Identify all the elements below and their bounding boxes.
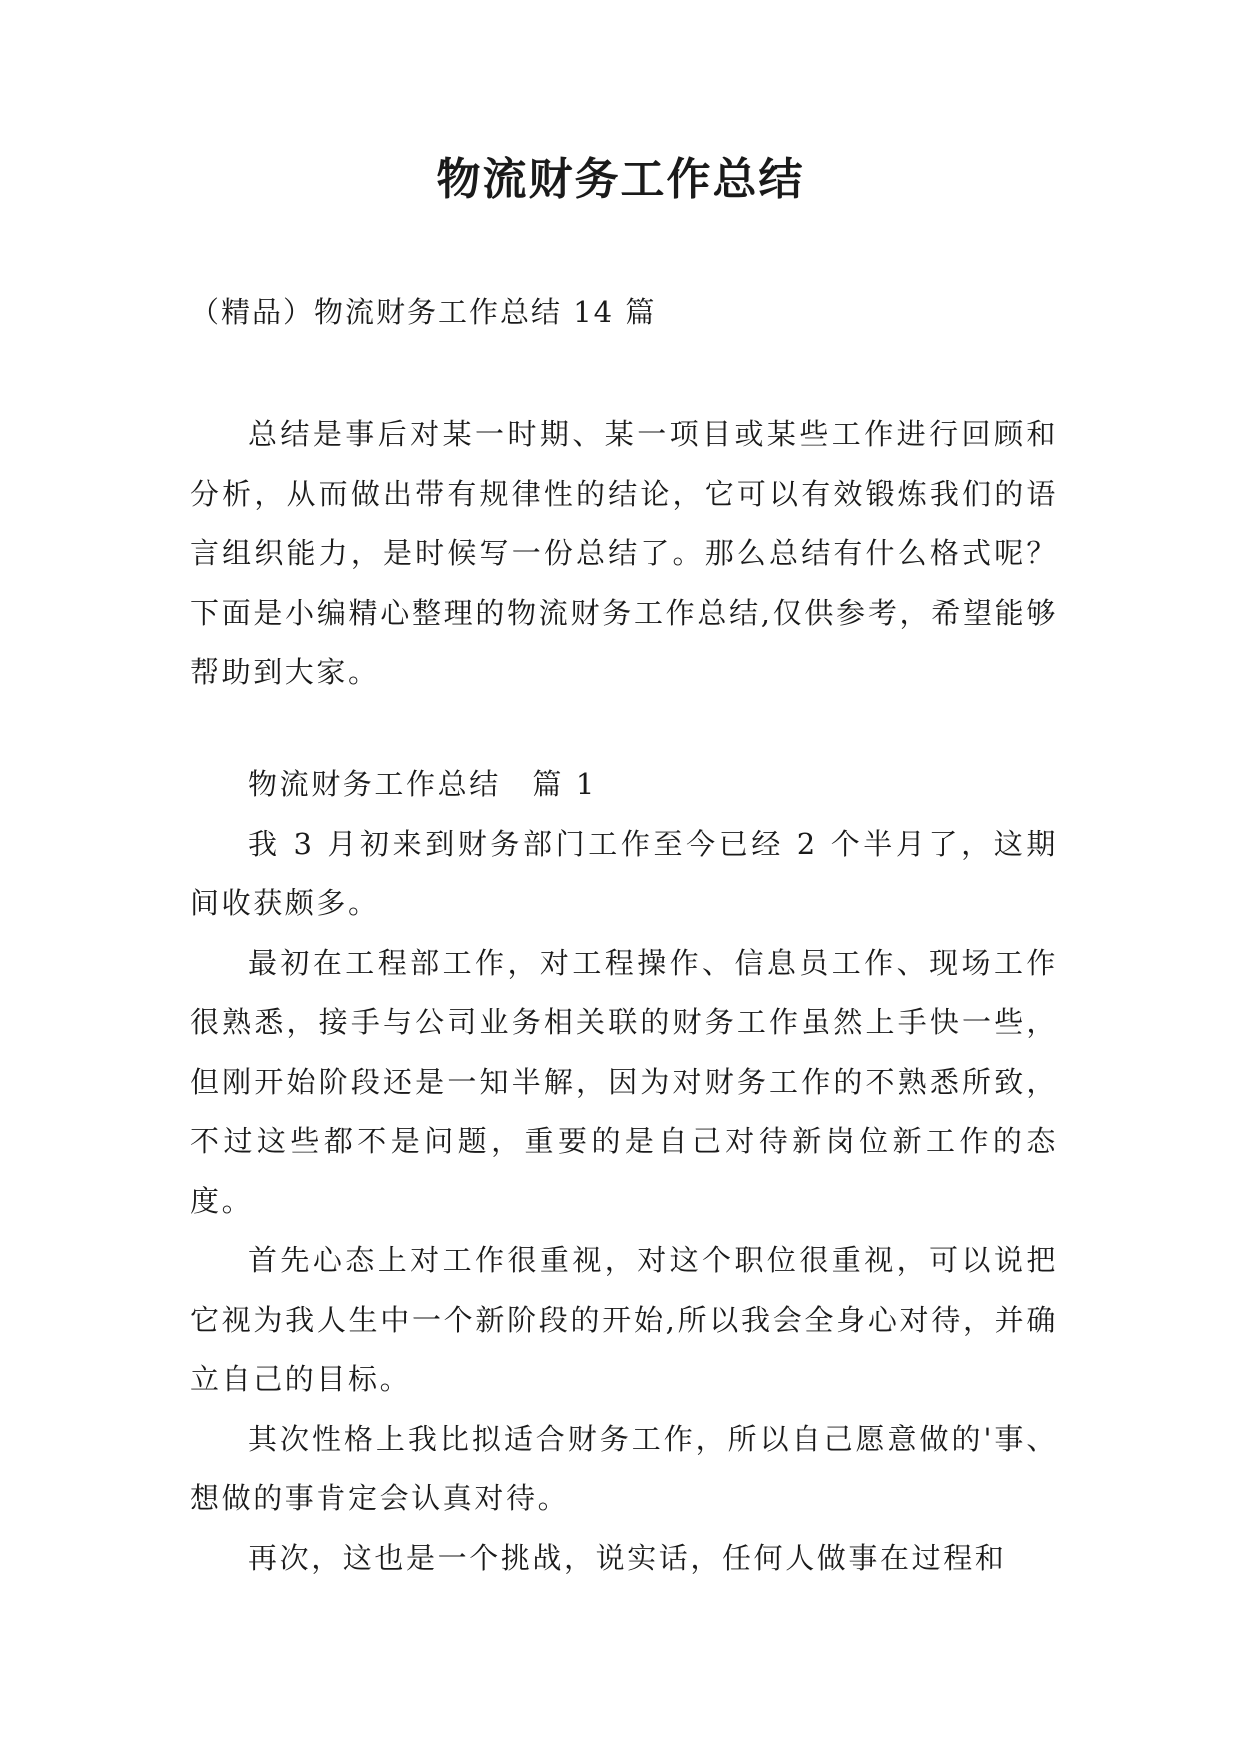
section-heading: 物流财务工作总结 篇 1: [248, 767, 597, 801]
document-subtitle: （精品）物流财务工作总结 14 篇: [190, 295, 657, 329]
body-paragraph: 首先心态上对工作很重视，对这个职位很重视，可以说把它视为我人生中一个新阶段的开始,所以我会全身心对待，并确立自己的目标。: [190, 1243, 1058, 1396]
body-paragraph: 再次，这也是一个挑战，说实话，任何人做事在过程和: [248, 1540, 1007, 1575]
document-title: 物流财务工作总结: [436, 154, 805, 205]
intro-block: [190, 405, 1058, 703]
section-1: [190, 755, 1058, 1588]
body-paragraph: 我 3 月初来到财务部门工作至今已经 2 个半月了，这期间收获颇多。: [190, 826, 1058, 920]
intro-paragraph: 总结是事后对某一时期、某一项目或某些工作进行回顾和分析，从而做出带有规律性的结论，它可以有效锻炼我们的语言组织能力，是时候写一份总结了。那么总结有什么格式呢？下面是小编精心整理的物流财务工作总结,仅供参考，希望能够帮助到大家。: [190, 417, 1058, 689]
body-paragraph: 最初在工程部工作，对工程操作、信息员工作、现场工作很熟悉，接手与公司业务相关联的财务工作虽然上手快一些，但刚开始阶段还是一知半解，因为对财务工作的不熟悉所致，不过这些都不是问题，重要的是自己对待新岗位新工作的态度。: [190, 945, 1058, 1218]
body-paragraph: 其次性格上我比拟适合财务工作，所以自己愿意做的'事、想做的事肯定会认真对待。: [190, 1421, 1058, 1515]
